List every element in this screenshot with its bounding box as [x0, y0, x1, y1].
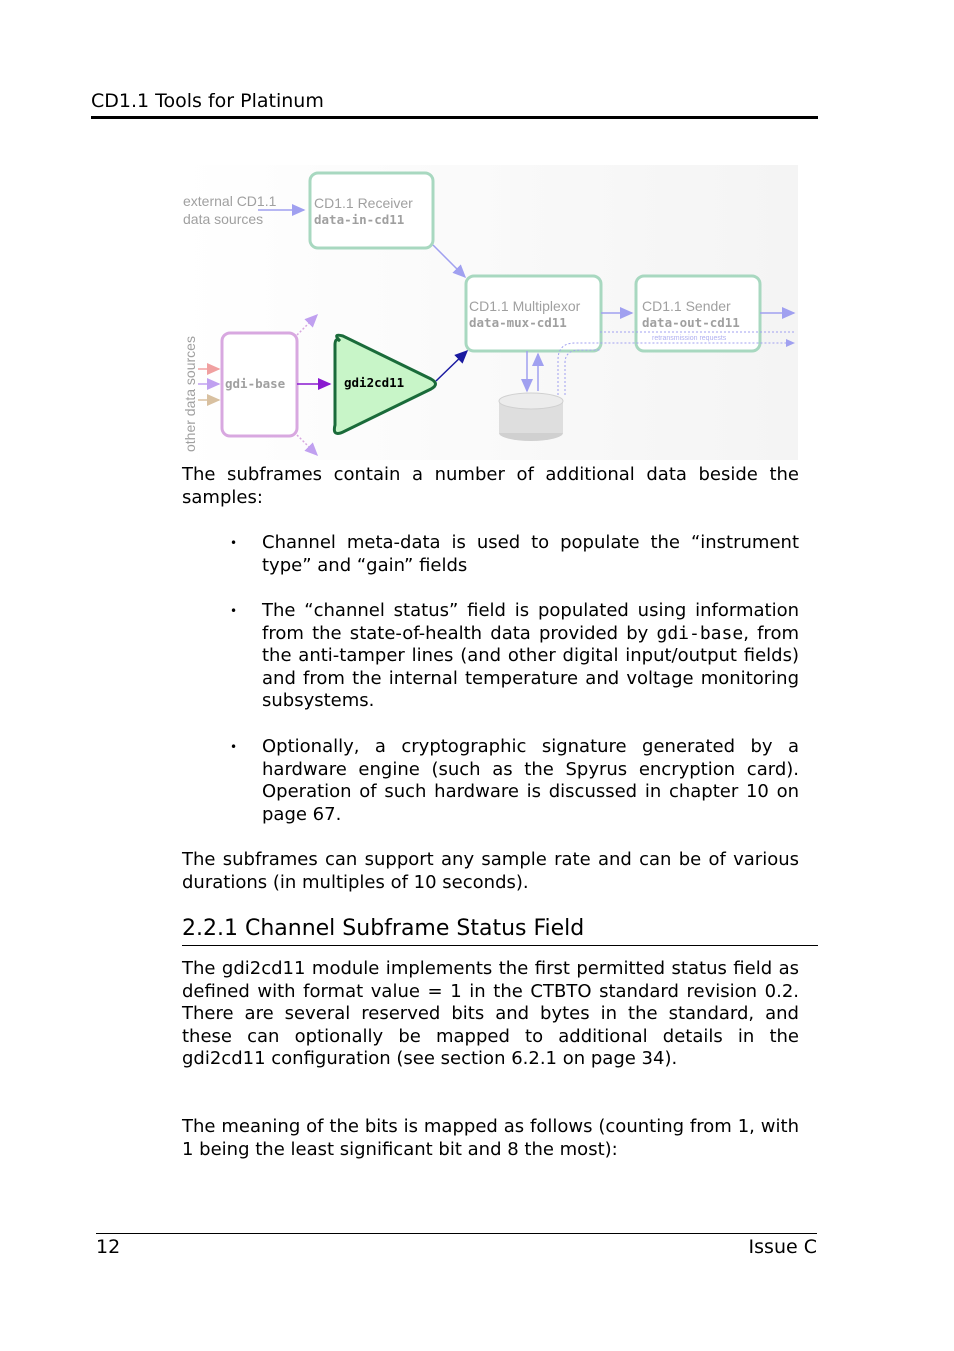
durations-paragraph: The subframes can support any sample rate and can be of various durations (in multiples of 10 seconds). [182, 849, 799, 893]
bullet-1: Channel meta-data is used to populate the “instrument type” and “gain” fields [262, 532, 799, 576]
receiver-title: CD1.1 Receiver [314, 195, 413, 211]
section-rule [182, 945, 818, 946]
gdi-base-label: gdi-base [225, 376, 286, 391]
section-heading: 2.2.1 Channel Subframe Status Field [182, 916, 585, 941]
footer-issue: Issue C [748, 1236, 817, 1258]
gdi2cd11-label: gdi2cd11 [344, 375, 405, 390]
multiplexor-module: data-mux-cd11 [469, 315, 567, 330]
footer-page-number: 12 [96, 1236, 121, 1258]
architecture-diagram [180, 165, 798, 460]
footer-rule [96, 1233, 817, 1234]
bullet-2 [262, 600, 799, 713]
section-paragraph-1: The gdi2cd11 module implements the first permitted status field as defined with format value = 1 in the CTBTO standard revision 0.2. There are several reserved bits and bytes in the standard, and these can optionally be mapped to additional details in the gdi2cd11 configuration (see section 6.2.1 on page 34). [182, 958, 799, 1070]
external-sources-label-line1: external CD1.1 [183, 193, 277, 209]
external-sources-label-line2: data sources [183, 211, 264, 227]
bullet-2-text-after: , from the anti-tamper lines (and other digital input/output fields) and from the internal temperature and voltage monitoring subsystems. [262, 622, 799, 712]
bullet-3: Optionally, a cryptographic signature generated by a hardware engine (such as the Spyrus encryption card). Operation of such hardware is discussed in chapter 10 on page 67. [262, 736, 799, 825]
bullet-2-text-before: The “channel status” field is populated using information from the state-of-health data provided by [262, 600, 799, 644]
bullet-3-marker: • [230, 740, 238, 754]
header-rule [91, 116, 818, 119]
sender-title: CD1.1 Sender [642, 298, 731, 314]
other-sources-label: other data sources [182, 336, 198, 452]
bullet-2-marker: • [230, 604, 238, 618]
disk-storage-icon [499, 393, 563, 441]
sender-module: data-out-cd11 [642, 315, 740, 330]
receiver-module: data-in-cd11 [314, 212, 405, 227]
page-header-title: CD1.1 Tools for Platinum [91, 90, 324, 112]
section-paragraph-2: The meaning of the bits is mapped as follows (counting from 1, with 1 being the least significant bit and 8 the most): [182, 1116, 799, 1160]
bullet-1-marker: • [230, 536, 238, 550]
gdi-base-code: gdi-base [656, 622, 744, 644]
retransmission-label: retransmission requests [652, 335, 727, 342]
intro-paragraph: The subframes contain a number of additional data beside the samples: [182, 464, 799, 508]
multiplexor-title: CD1.1 Multiplexor [469, 298, 581, 314]
